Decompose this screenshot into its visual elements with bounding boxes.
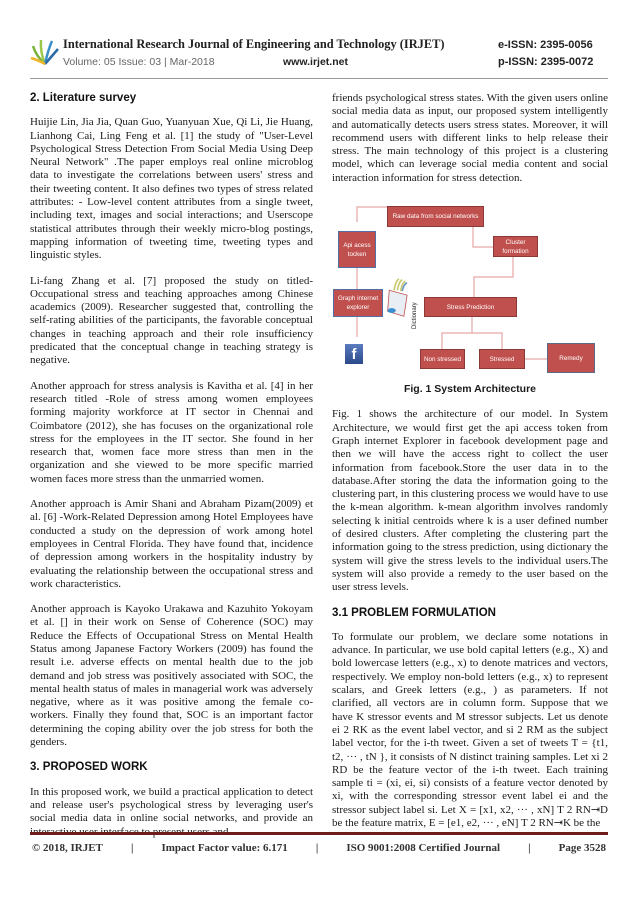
remedy-box: Remedy [547,343,595,373]
figure-caption: Fig. 1 System Architecture [403,383,537,396]
cluster-formation-box: Cluster formation [493,236,538,257]
copyright: © 2018, IRJET [32,842,103,854]
paragraph: Huijie Lin, Jia Jia, Quan Guo, Yuanyuan Xue, Qi Li, Jie Huang, Lianhong Cai, Ling Feng et al. [1] the study of "User-Level Psychological Stress Detection From Social Media Using Deep Neural Network" .The paper employs real online microblog data to investigate the correlations between users' stress and their tweeting content. It also defines two types of stress related attributes: - Low-level content attributes from a single tweet, including text, images and social interactions; and Userscope statistical attributes through their weekly micro-blog postings, mapping information of tweeting time, tweeting types and linguistic styles. [30,116,313,262]
separator: | [315,842,319,854]
left-column [30,92,313,851]
paragraph: Another approach is Kayoko Urakawa and Kazuhito Yokoyam et al. [] in their work on Sense of Coherence (SOC) may Reduce the Effects of Occupational Stress on Mental Health Status among Japanese Factory Workers (2009) has found the result i.e. adverse effects on mental health due to the job demand and job stress was positively associated with SOC, the mental health status of males in managerial work was adversely negative, where as it was positive among the female co-workers. Finally they found that, SOC is an important factor determining the coping ability over the job stress for both the genders. [30,603,313,749]
dictionary-label: Dictionary [412,302,418,330]
paragraph: To formulate our problem, we declare some notations in advance. In particular, we use bold capital letters (e.g., X) and bold lowercase letters (e.g., x) to denote matrices and vectors, respectively. We employ non-bold letters (e.g., x) to represent scalars, and Greek letters (e.g., ) as parameters. If not clarified, all vectors are in column form. Suppose that we have K stressor events and M stressor subjects. Let us denote ei 2 RK as the event label vector, and si 2 RM as the subject label vector, for the i-th tweet. Given a set of tweets T = {t1, t2, ··· , tN }, it consists of N distinct training samples. Let xi 2 RD be the feature vector of the i-th tweet. Each training sample ti = (xi, ei, si) consists of a feature vector denoted by xi, with the corresponding stressor event label ei and the stressor subject label si. Let X = [x1, x2, ··· , xN] T 2 RN⇥D be the feature matrix, E = [e1, e2, ··· , eN] T 2 RN⇥K be the [332,630,608,829]
p-issn: p-ISSN: 2395-0072 [498,56,594,68]
separator: | [130,842,134,854]
paragraph: friends psychological stress states. With the given users online social media data as input, our proposed system intelligently and automatically detects users stress states. Moreover, it will recommend users with different links to help release their stress. The main technology of this project is a clustering model, which can leverage social media content and social interaction information for stress detection. [332,92,608,184]
website-link[interactable]: www.irjet.net [283,56,348,68]
dictionary-icon [386,275,412,325]
facebook-icon: f [345,344,363,364]
paragraph: Another approach for stress analysis is Kavitha et al. [4] in her research titled -Role of stress among women employees forming majority workforce at IT sector in Chennai and Coimbatore (2012), she has focuses on the organizational role stress for the employees in the IT sector. She found in her research that, women face more stress than men in the organization and she viewed to be more specific married women faces more stress than the unmarried women. [30,379,313,485]
stressed-box: Stressed [479,349,525,369]
header-divider [30,78,608,79]
volume-issue: Volume: 05 Issue: 03 | Mar-2018 [63,56,215,68]
right-column [332,92,608,842]
section-heading-proposed: 3. PROPOSED WORK [30,761,148,774]
page-number: Page 3528 [558,842,606,854]
non-stressed-box: Non stressed [420,349,465,369]
paragraph: Another approach is Amir Shani and Abraham Pizam(2009) et al. [6] -Work-Related Depression among Hotel Employees have conducted a study on the depression of work among hotel employees in Central Florida. They have found that, incidence of depression among workers in the hospitality industry by evaluating the relationship between the occupational stress and work characteristics. [30,498,313,590]
iso-certification: ISO 9001:2008 Certified Journal [346,842,501,854]
impact-factor: Impact Factor value: 6.171 [161,842,288,854]
api-token-box: Api acess tocken [338,231,376,268]
paragraph: In this proposed work, we build a practical application to detect and release user's psychological stress by leveraging user's social media data in online social networks, and provide an [30,785,313,825]
e-issn: e-ISSN: 2395-0056 [498,39,593,51]
section-heading-literature: 2. Literature survey [30,92,137,104]
footer-row [32,842,606,854]
header-row-bottom [63,56,608,68]
irjet-logo [30,36,60,76]
system-architecture-figure [332,197,608,377]
graph-explorer-box: Graph internet explorer [333,289,383,317]
header-row-top [63,37,608,52]
section-heading-problem: 3.1 PROBLEM FORMULATION [332,606,496,619]
journal-title: International Research Journal of Engineering and Technology (IRJET) [63,37,445,51]
separator: | [528,842,531,854]
raw-data-box: Raw data from social networks [387,206,484,227]
paragraph: Fig. 1 shows the architecture of our model. In System Architecture, we would first get the api access token from Graph internet Explorer in facebook development page and then we will have the access right to collect the user information from facebook.Store the user data in to the database.After storing the data the information going to the clustering part, in this clustering process we would have to use the k-mean algorithm. k-mean algorithm involves randomly selecting k initial centroids where k is a user defined number of desired clusters. After completing the clustering part the information going to the stress prediction, using dictionary the system will give the stress levels to the individual users.The system will also provide a remedy to the user based on the user stress levels. [332,408,608,594]
stress-prediction-box: Stress Prediction [424,297,517,317]
footer-divider [30,832,608,835]
paragraph: Li-fang Zhang et al. [7] proposed the study on titled-Occupational stress and teaching approaches among Chinese academics (2009). Researcher suggested that, controlling the self-rating abilities of the participants, the favorable conceptual changes in teaching approach and their role insufficiency predicated that the conceptual change in teaching strategy is negative. [30,274,313,367]
